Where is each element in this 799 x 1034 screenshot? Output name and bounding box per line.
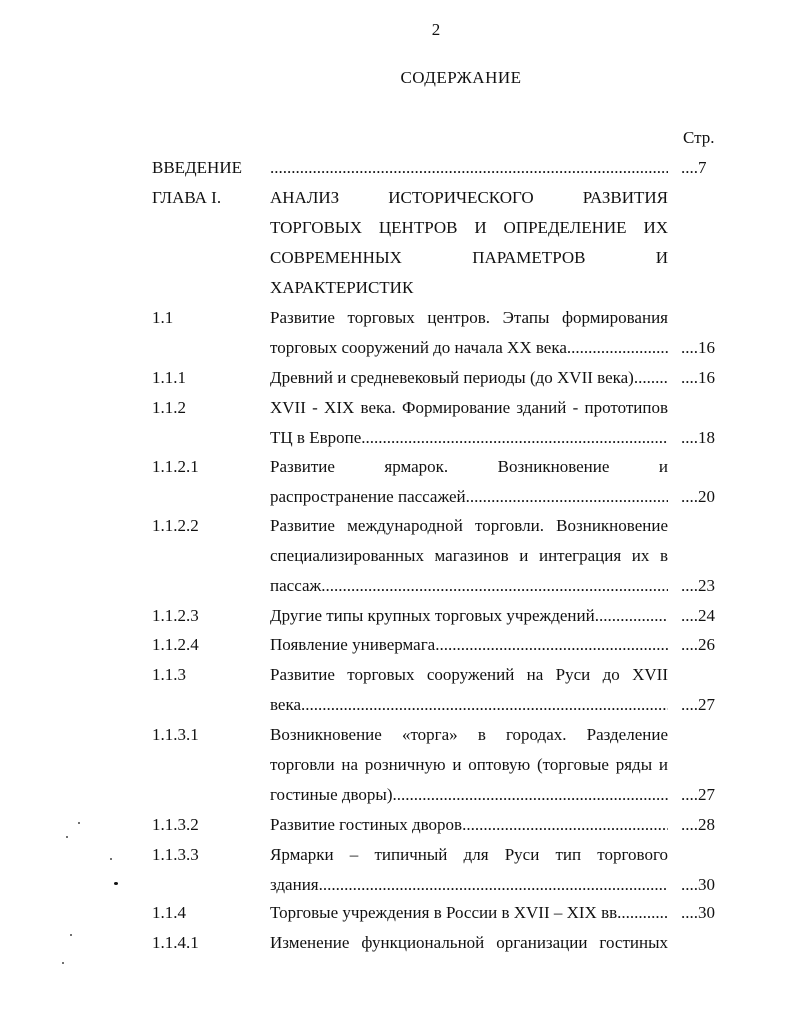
toc-entry-title (270, 840, 668, 900)
leader-dots (634, 363, 668, 393)
page-column-label: Стр. (683, 128, 715, 147)
toc-entry-title (270, 393, 668, 453)
page-title: СОДЕРЖАНИЕ (400, 68, 522, 87)
toc-entry-title (270, 928, 668, 958)
toc-entry-line (270, 482, 668, 512)
toc-entry-line: Развитие торговых центров. Этапы формирования (270, 308, 668, 327)
toc-entry-number: ГЛАВА I. (152, 188, 222, 207)
toc-entry-text: Развитие гостиных дворов (270, 815, 463, 834)
toc-entry-line: Изменение функциональной организации гостиных (270, 933, 668, 952)
scan-speck (62, 962, 64, 964)
toc-entry-page: ....18 (681, 428, 715, 447)
toc-entry-line: Развитие международной торговли. Возникновение (270, 516, 668, 535)
toc-entry-line: Ярмарки – типичный для Руси тип торгового (270, 845, 668, 864)
scan-speck (78, 822, 80, 824)
toc-entry-text: Появление универмага (270, 635, 436, 654)
toc-entry-page: ....7 (681, 158, 707, 177)
toc-entry-line (270, 630, 668, 660)
toc-entry-text: Торговые учреждения в России в XVII – XIX вв (270, 903, 618, 922)
leader-dots (617, 898, 668, 928)
toc-entry-title (270, 363, 668, 393)
leader-dots (319, 870, 668, 900)
toc-entry-page: ....16 (681, 338, 715, 357)
toc-entry-number: 1.1.2 (152, 398, 186, 417)
toc-entry-page: ....20 (681, 487, 715, 506)
scan-speck (114, 882, 118, 885)
scan-speck (66, 836, 68, 838)
leader-dots (435, 630, 668, 660)
toc-entry-title (270, 898, 668, 928)
toc-entry-number: 1.1.1 (152, 368, 186, 387)
toc-entry-title (270, 183, 668, 303)
toc-entry-title (270, 720, 668, 810)
toc-entry-line: Развитие торговых сооружений на Руси до XVII (270, 665, 668, 684)
toc-entry-title (270, 601, 668, 631)
toc-entry-text: Древний и средневековый периоды (до XVII века) (270, 368, 634, 387)
toc-entry-line (270, 153, 668, 183)
toc-entry-number: ВВЕДЕНИЕ (152, 158, 242, 177)
toc-entry-page: ....28 (681, 815, 715, 834)
toc-entry-line (270, 870, 668, 900)
toc-entry-line: АНАЛИЗ ИСТОРИЧЕСКОГО РАЗВИТИЯ (270, 188, 668, 207)
toc-entry-title (270, 511, 668, 601)
toc-entry-line: Развитие ярмарок. Возникновение и (270, 457, 668, 476)
leader-dots (393, 780, 668, 810)
toc-entry-text: распространение пассажей (270, 487, 466, 506)
toc-entry-page: ....27 (681, 695, 715, 714)
toc-entry-page: ....24 (681, 606, 715, 625)
toc-entry-line (270, 423, 668, 453)
toc-entry-line (270, 363, 668, 393)
toc-entry-line: торговли на розничную и оптовую (торговые ряды и (270, 755, 668, 774)
leader-dots (361, 423, 668, 453)
toc-entry-number: 1.1.4 (152, 903, 186, 922)
toc-entry-line: СОВРЕМЕННЫХ ПАРАМЕТРОВ И (270, 248, 668, 267)
leader-dots (270, 153, 668, 183)
toc-entry-title (270, 630, 668, 660)
toc-entry-number: 1.1.3 (152, 665, 186, 684)
toc-entry-title (270, 303, 668, 363)
toc-entry-number: 1.1 (152, 308, 174, 327)
toc-entry-title (270, 153, 668, 183)
leader-dots (301, 690, 668, 720)
toc-entry-line (270, 780, 668, 810)
toc-entry-number: 1.1.2.1 (152, 457, 199, 476)
toc-entry-text: гостиные дворы) (270, 785, 393, 804)
leader-dots (462, 810, 668, 840)
toc-entry-line (270, 333, 668, 363)
toc-entry-number: 1.1.2.4 (152, 635, 199, 654)
toc-entry-number: 1.1.3.1 (152, 725, 199, 744)
toc-entry-page: ....30 (681, 875, 715, 894)
toc-entry-page: ....30 (681, 903, 715, 922)
leader-dots (567, 333, 668, 363)
scan-speck (70, 934, 72, 936)
toc-entry-text: пассаж (270, 576, 322, 595)
toc-entry-line (270, 601, 668, 631)
toc-entry-title (270, 452, 668, 512)
toc-entry-line (270, 810, 668, 840)
toc-entry-line (270, 898, 668, 928)
page-number: 2 (431, 20, 441, 39)
toc-entry-title (270, 660, 668, 720)
toc-entry-line: специализированных магазинов и интеграция их в (270, 546, 668, 565)
toc-entry-text: ТЦ в Европе (270, 428, 362, 447)
toc-entry-title (270, 810, 668, 840)
toc-entry-text: века (270, 695, 302, 714)
toc-entry-number: 1.1.2.2 (152, 516, 199, 535)
toc-entry-line: ТОРГОВЫХ ЦЕНТРОВ И ОПРЕДЕЛЕНИЕ ИХ (270, 218, 668, 237)
toc-entry-text: торговых сооружений до начала XX века (270, 338, 567, 357)
toc-entry-page: ....23 (681, 576, 715, 595)
toc-entry-page: ....26 (681, 635, 715, 654)
toc-entry-number: 1.1.2.3 (152, 606, 199, 625)
toc-entry-line (270, 571, 668, 601)
toc-entry-line (270, 690, 668, 720)
toc-entry-number: 1.1.3.2 (152, 815, 199, 834)
toc-entry-line: XVII - XIX века. Формирование зданий - прототипов (270, 398, 668, 417)
scan-speck (110, 858, 112, 860)
leader-dots (321, 571, 668, 601)
toc-entry-text: Другие типы крупных торговых учреждений (270, 606, 595, 625)
toc-entry-line: Возникновение «торга» в городах. Разделение (270, 725, 668, 744)
toc-entry-text: здания (270, 875, 319, 894)
leader-dots (595, 601, 668, 631)
toc-entry-line: ХАРАКТЕРИСТИК (270, 278, 414, 297)
toc-entry-page: ....27 (681, 785, 715, 804)
leader-dots (466, 482, 668, 512)
toc-entry-page: ....16 (681, 368, 715, 387)
toc-entry-number: 1.1.3.3 (152, 845, 199, 864)
toc-entry-number: 1.1.4.1 (152, 933, 199, 952)
